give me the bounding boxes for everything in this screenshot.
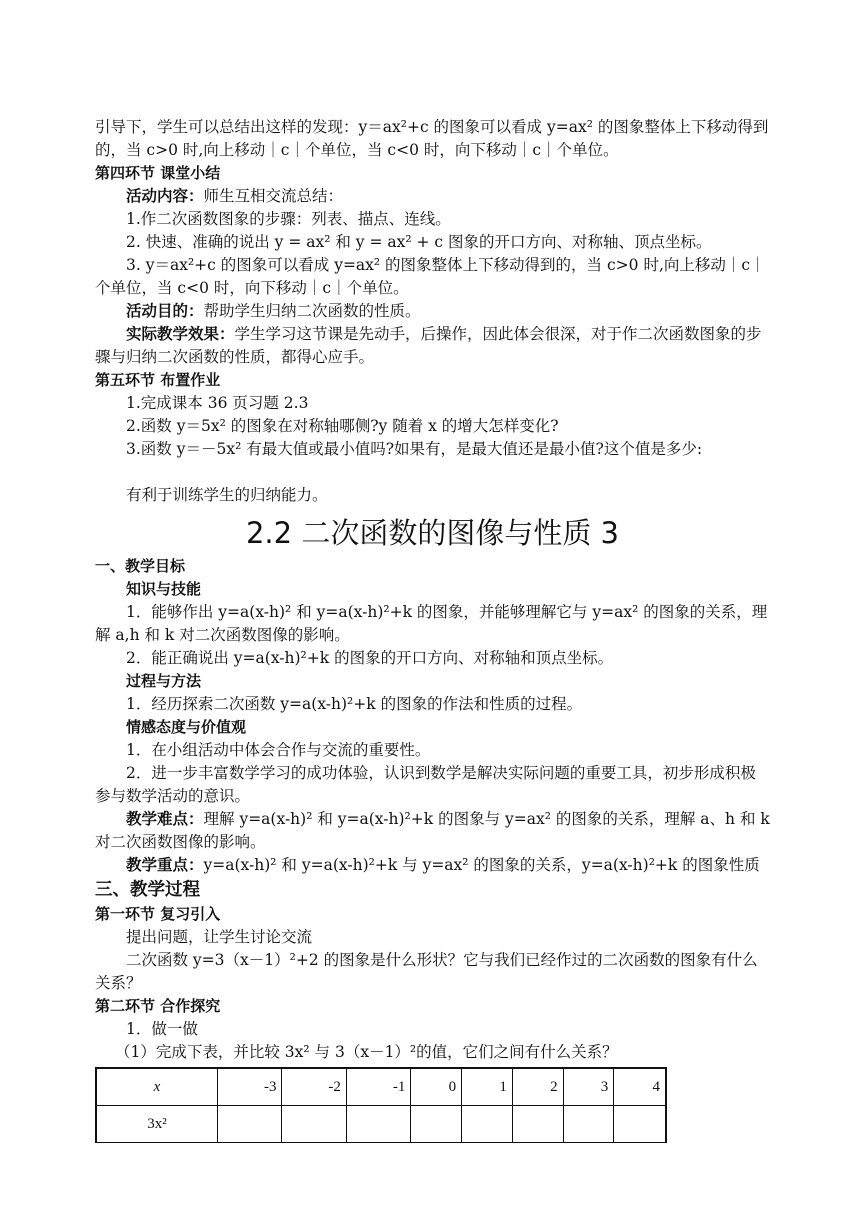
table-header-x: x [96,1068,218,1106]
heading-objectives: 一、教学目标 [95,557,186,575]
table-cell-x: 3 [563,1068,614,1106]
teaching-effect [95,323,770,369]
activity-goal [95,300,770,323]
table-cell-x: -3 [218,1068,282,1106]
document-page [95,116,770,1143]
knowledge-item-1: 1．能够作出 y=a(x-h)² 和 y=a(x-h)²+k 的图象，并能够理解它与 y=ax² 的图象的关系，理解 a,h 和 k 对二次函数图像的影响。 [95,603,768,644]
heading-process: 三、教学过程 [95,880,200,900]
lesson-title: 2.2 二次函数的图像与性质 3 [245,516,619,550]
question: 二次函数 y=3（x－1）²+2 的图象是什么形状？它与我们已经作过的二次函数的图象有什么关系？ [95,951,758,992]
summary-item-1: 1.作二次函数图象的步骤：列表、描点、连线。 [126,210,451,228]
difficulty-text: 理解 y=a(x-h)² 和 y=a(x-h)²+k 的图象与 y=ax² 的图象的关系，理解 a、h 和 k 对二次函数图像的影响。 [95,810,770,851]
difficulty-lead: 教学难点： [126,810,204,828]
homework-item-2: 2.函数 y＝5x² 的图象在对称轴哪侧?y 随着 x 的增大怎样变化? [126,417,559,435]
activity-goal-lead: 活动目的： [126,302,204,320]
table-header-3x2: 3x² [96,1106,218,1143]
table-row-x [96,1068,666,1106]
activity-goal-text: 帮助学生归纳二次函数的性质。 [203,302,421,320]
activity-content-lead: 活动内容： [126,187,204,205]
homework-item-3: 3.函数 y＝－5x² 有最大值或最小值吗?如果有，是最大值还是最小值?这个值是多少: [126,440,703,458]
table-cell-empty[interactable] [282,1106,346,1143]
activity-content-text: 师生互相交流总结： [203,187,344,205]
attitude-item-2: 2．进一步丰富数学学习的成功体验，认识到数学是解决实际问题的重要工具，初步形成积极参与数学活动的意识。 [95,764,756,805]
benefit-note: 有利于训练学生的归纳能力。 [126,486,328,504]
heading-step-2: 第二环节 合作探究 [95,997,221,1015]
table-cell-x: -2 [282,1068,346,1106]
knowledge-item-2: 2．能正确说出 y=a(x-h)²+k 的图象的开口方向、对称轴和顶点坐标。 [126,649,614,667]
heading-section-5: 第五环节 布置作业 [95,371,221,389]
teaching-effect-lead: 实际教学效果： [126,325,235,343]
table-cell-x: 2 [512,1068,563,1106]
value-table [95,1067,667,1143]
process-item-1: 1．经历探索二次函数 y=a(x-h)²+k 的图象的作法和性质的过程。 [126,695,583,713]
question-intro: 提出问题，让学生讨论交流 [126,928,313,946]
subheading-knowledge: 知识与技能 [126,580,202,598]
activity-content [95,185,770,208]
table-cell-empty[interactable] [218,1106,282,1143]
table-row-3x2 [96,1106,666,1143]
homework-item-1: 1.完成课本 36 页习题 2.3 [126,394,309,412]
heading-section-4: 第四环节 课堂小结 [95,164,221,182]
table-cell-empty[interactable] [614,1106,666,1143]
heading-step-1: 第一环节 复习引入 [95,905,221,923]
table-cell-x: -1 [346,1068,410,1106]
table-cell-empty[interactable] [346,1106,410,1143]
focus-text: y=a(x-h)² 和 y=a(x-h)²+k 与 y=ax² 的图象的关系，y=a(x-h)²+k 的图象性质 [203,856,760,874]
paragraph-conclusion: 引导下，学生可以总结出这样的发现：y＝ax²+c 的图象可以看成 y=ax² 的图象整体上下移动得到的，当 c>0 时,向上移动｜c｜个单位，当 c<0 时，向下移动｜c｜个单位。 [95,118,769,159]
table-cell-empty[interactable] [512,1106,563,1143]
blank-line [95,461,770,484]
table-cell-x: 0 [411,1068,462,1106]
teaching-effect-text: 学生学习这节课是先动手，后操作，因此体会很深，对于作二次函数图象的步骤与归纳二次函数的性质，都得心应手。 [95,325,762,366]
subheading-process: 过程与方法 [126,672,202,690]
subheading-attitude: 情感态度与价值观 [126,718,247,736]
focus-lead: 教学重点： [126,856,204,874]
do-it: 1．做一做 [126,1020,198,1038]
summary-item-2: 2. 快速、准确的说出 y = ax² 和 y = ax² + c 图象的开口方向、对称轴、顶点坐标。 [126,233,712,251]
teaching-difficulty [95,808,770,854]
attitude-item-1: 1．在小组活动中体会合作与交流的重要性。 [126,741,431,759]
table-cell-empty[interactable] [563,1106,614,1143]
teaching-focus [95,854,770,877]
table-task: （1）完成下表，并比较 3x² 与 3（x－1）²的值，它们之间有什么关系？ [115,1043,618,1061]
table-cell-empty[interactable] [462,1106,513,1143]
summary-item-3: 3. y＝ax²+c 的图象可以看成 y=ax² 的图象整体上下移动得到的，当 c>0 时,向上移动｜c｜个单位，当 c<0 时，向下移动｜c｜个单位。 [95,256,766,297]
table-cell-x: 4 [614,1068,666,1106]
table-cell-x: 1 [462,1068,513,1106]
table-cell-empty[interactable] [411,1106,462,1143]
